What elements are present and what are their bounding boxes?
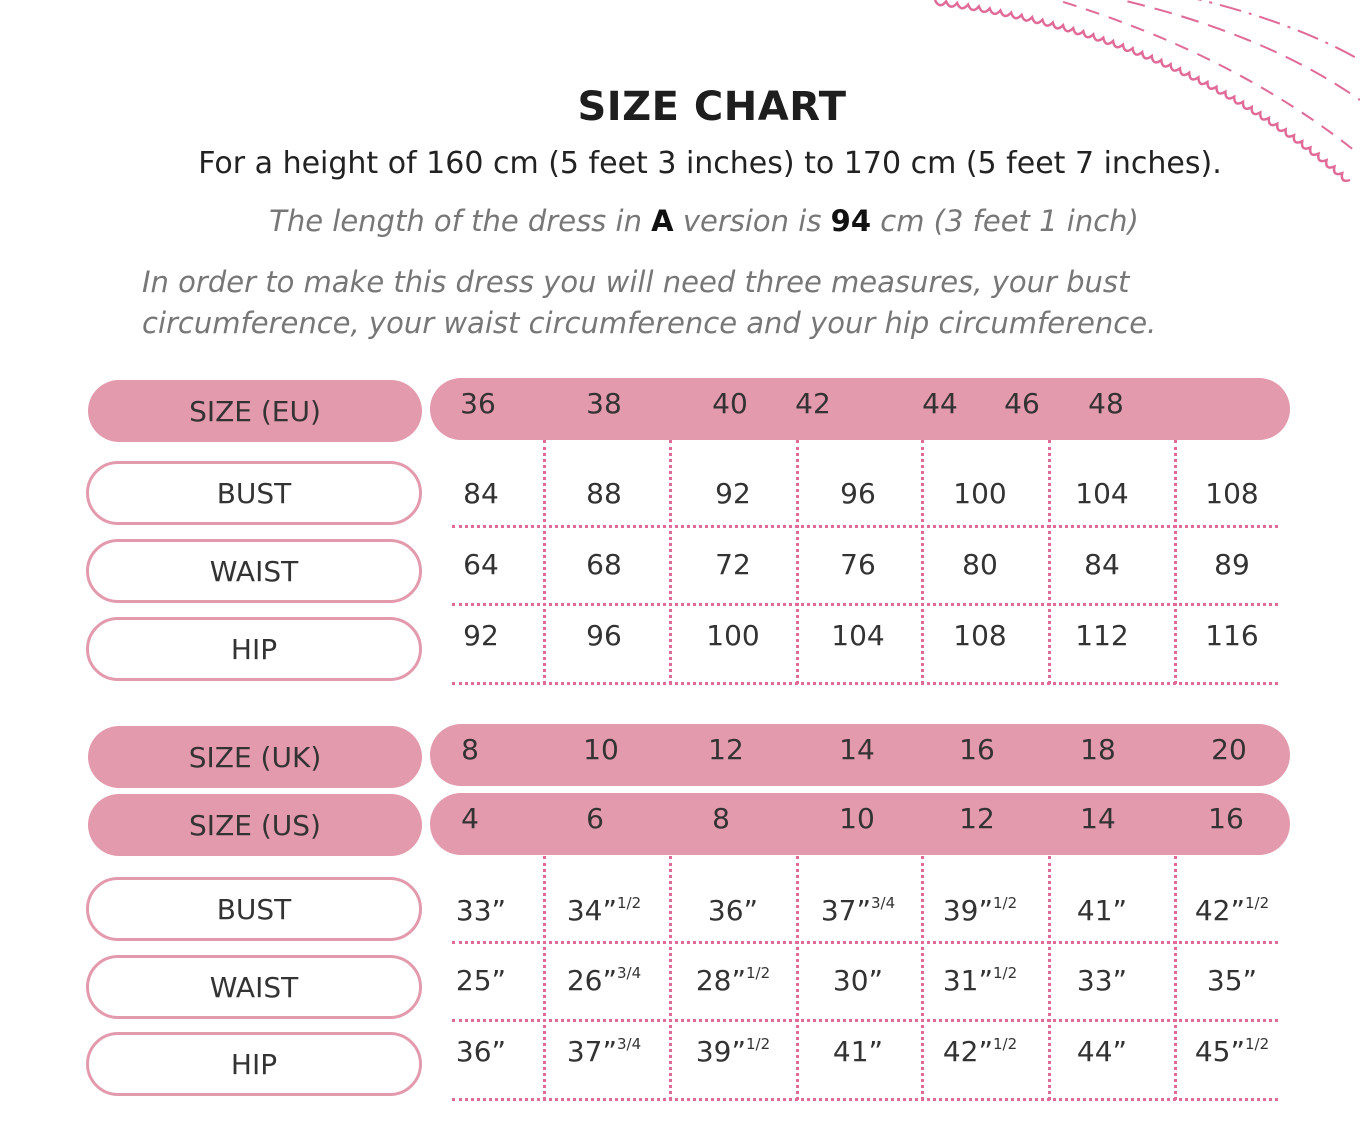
inches-whole: 36” [707,894,759,927]
measurement-cell-inches [431,894,531,927]
measurement-cell-cm: 88 [586,477,622,510]
inches-whole: 33” [455,894,507,927]
size-us-value: 14 [1080,802,1116,835]
size-eu-value: 38 [586,387,622,420]
measurement-cell-inches [808,964,908,997]
dotted-row-divider [452,603,1278,606]
length-note-suffix: cm (3 feet 1 inch) [880,204,1139,238]
inches-fraction: 1/2 [746,1035,771,1053]
inches-whole: 39” [942,894,993,927]
dotted-column-divider [543,440,546,684]
measurement-cell-inches [1182,1035,1282,1068]
measurement-cell-inches [1052,964,1152,997]
page-title: SIZE CHART [577,84,847,130]
size-uk-value: 12 [708,733,744,766]
measurement-cell-cm: 108 [1205,477,1259,510]
size-uk-bar [430,724,1290,786]
measurement-cell-inches [431,1035,531,1068]
dotted-column-divider [1174,440,1177,684]
measurement-cell-inches [683,894,783,927]
measurement-cell-cm: 112 [1075,619,1129,652]
inches-whole: 45” [1194,1035,1245,1068]
inches-fraction: 1/2 [993,1035,1018,1053]
size-eu-value: 36 [460,387,496,420]
measurement-cell-inches [930,1035,1030,1068]
measurement-cell-cm: 72 [715,548,751,581]
size-eu-label: SIZE (EU) [88,380,422,442]
measurement-cell-inches [1052,1035,1152,1068]
measurement-cell-cm: 92 [463,619,499,652]
dotted-column-divider [669,440,672,684]
inches-fraction: 1/2 [1245,894,1270,912]
size-eu-value: 40 [712,387,748,420]
inches-whole: 34” [566,894,617,927]
size-eu-value: 48 [1088,387,1124,420]
height-subtitle: For a height of 160 cm (5 feet 3 inches) to 170 cm (5 feet 7 inches). [198,146,1222,181]
measurement-cell-inches [431,964,531,997]
size-us-value: 6 [586,802,604,835]
inches-whole: 35” [1206,964,1258,997]
measurement-cell-cm: 64 [463,548,499,581]
measurement-cell-cm: 68 [586,548,622,581]
size-us-value: 10 [839,802,875,835]
measurement-cell-cm: 80 [962,548,998,581]
inches-whole: 31” [942,964,993,997]
measurement-cell-cm: 96 [586,619,622,652]
inches-whole: 37” [820,894,871,927]
dash-dot-stitch-line [1180,0,1360,60]
size-us-bar [430,793,1290,855]
waist-label-cm: WAIST [86,539,422,603]
inches-whole: 36” [455,1035,507,1068]
inches-whole: 26” [566,964,617,997]
length-note-value: 94 [830,204,872,238]
measurement-cell-inches [1182,964,1282,997]
dotted-column-divider [796,856,799,1100]
dress-length-note [0,204,1360,238]
size-uk-value: 14 [839,733,875,766]
measurement-cell-inches [683,1035,783,1068]
size-uk-value: 8 [461,733,479,766]
inches-fraction: 1/2 [993,894,1018,912]
size-eu-value: 42 [795,387,831,420]
measurement-cell-cm: 104 [831,619,885,652]
measures-note: In order to make this dress you will need three measures, your bust circumference, your waist circumference and your hip circumference. [142,265,1157,340]
measurement-cell-cm: 89 [1214,548,1250,581]
size-us-label: SIZE (US) [88,794,422,856]
measurement-cell-cm: 96 [840,477,876,510]
inches-fraction: 1/2 [746,964,771,982]
bust-label-inches: BUST [86,877,422,941]
measurement-cell-cm: 100 [706,619,760,652]
dotted-column-divider [1048,440,1051,684]
inches-whole: 39” [695,1035,746,1068]
dotted-column-divider [1048,856,1051,1100]
size-eu-value: 44 [922,387,958,420]
inches-whole: 41” [1076,894,1128,927]
inches-whole: 42” [942,1035,993,1068]
dotted-column-divider [543,856,546,1100]
inches-whole: 42” [1194,894,1245,927]
size-us-value: 8 [712,802,730,835]
size-uk-label: SIZE (UK) [88,726,422,788]
inches-whole: 37” [566,1035,617,1068]
inches-whole: 30” [832,964,884,997]
bust-label-cm: BUST [86,461,422,525]
dotted-column-divider [796,440,799,684]
inches-fraction: 1/2 [617,894,642,912]
inches-whole: 33” [1076,964,1128,997]
dotted-column-divider [921,440,924,684]
measurement-cell-cm: 108 [953,619,1007,652]
size-uk-value: 10 [583,733,619,766]
measurement-cell-inches [930,964,1030,997]
size-eu-value: 46 [1004,387,1040,420]
measurement-cell-inches [554,1035,654,1068]
measurement-cell-inches [554,894,654,927]
size-eu-bar [430,378,1290,440]
measurement-cell-inches [554,964,654,997]
measurement-cell-cm: 92 [715,477,751,510]
dotted-row-divider [452,525,1278,528]
size-uk-value: 16 [959,733,995,766]
measurement-cell-inches [1052,894,1152,927]
inches-whole: 28” [695,964,746,997]
measurement-cell-inches [930,894,1030,927]
size-us-value: 12 [959,802,995,835]
length-note-version: A [651,204,674,238]
inches-fraction: 3/4 [617,1035,642,1053]
dotted-row-divider [452,682,1278,685]
inches-fraction: 1/2 [993,964,1018,982]
inches-fraction: 3/4 [871,894,896,912]
measurement-cell-cm: 76 [840,548,876,581]
inches-fraction: 1/2 [1245,1035,1270,1053]
dotted-column-divider [1174,856,1177,1100]
inches-whole: 44” [1076,1035,1128,1068]
size-uk-value: 18 [1080,733,1116,766]
size-uk-value: 20 [1211,733,1247,766]
measurement-cell-cm: 116 [1205,619,1259,652]
inches-whole: 25” [455,964,507,997]
measurement-cell-inches [808,894,908,927]
measurement-cell-inches [683,964,783,997]
hip-label-inches: HIP [86,1032,422,1096]
size-us-value: 16 [1208,802,1244,835]
measurement-cell-cm: 104 [1075,477,1129,510]
waist-label-inches: WAIST [86,955,422,1019]
inches-whole: 41” [832,1035,884,1068]
dotted-row-divider [452,1098,1278,1101]
dotted-row-divider [452,941,1278,944]
size-us-value: 4 [461,802,479,835]
measurement-cell-inches [808,1035,908,1068]
dotted-row-divider [452,1019,1278,1022]
dashed-stitch-line-2 [1040,0,1360,155]
length-note-middle: version is [682,204,822,238]
hip-label-cm: HIP [86,617,422,681]
dotted-column-divider [669,856,672,1100]
inches-fraction: 3/4 [617,964,642,982]
dotted-column-divider [921,856,924,1100]
measurement-cell-cm: 84 [1084,548,1120,581]
measurement-cell-inches [1182,894,1282,927]
measurement-cell-cm: 84 [463,477,499,510]
length-note-prefix: The length of the dress in [269,204,642,238]
measurement-cell-cm: 100 [953,477,1007,510]
